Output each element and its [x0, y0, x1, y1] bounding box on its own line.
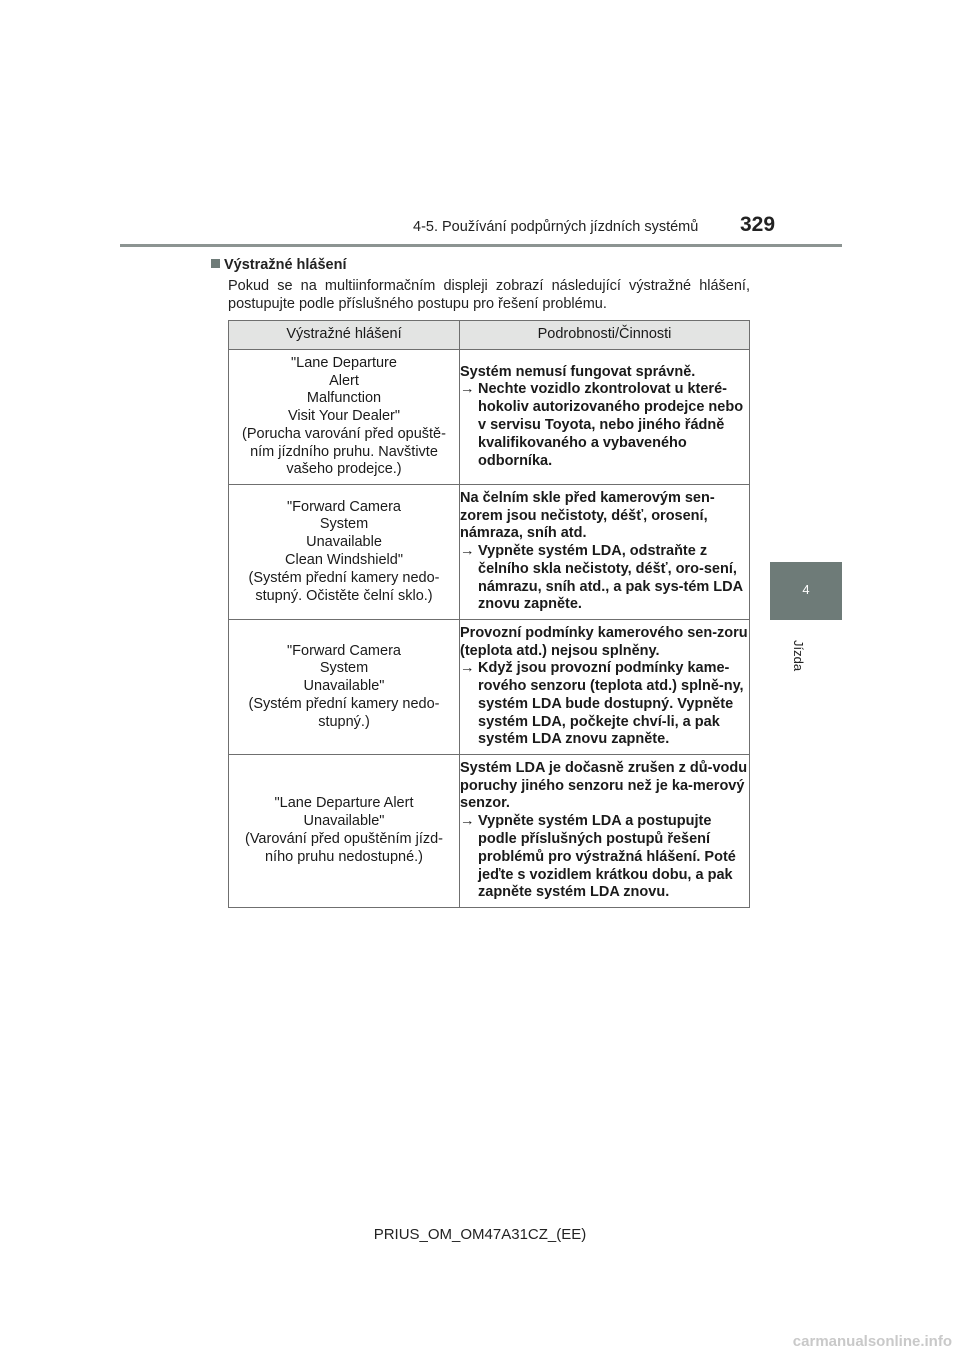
footer-document-code: PRIUS_OM_OM47A31CZ_(EE): [373, 1226, 587, 1243]
table-row: [229, 350, 750, 485]
warning-details: [460, 755, 750, 908]
action-text: Když jsou provozní podmínky kame-rového senzoru (teplota atd.) splně-ny, systém LDA bude dostupný. Vypněte systém LDA, počkejte chví-li, a pak systém LDA znovu zapněte.: [478, 660, 744, 748]
action-step: [460, 543, 749, 614]
chapter-number: 4: [802, 582, 810, 597]
section-heading: [211, 257, 347, 273]
watermark: carmanualsonline.info: [792, 1333, 952, 1350]
action-step: [460, 813, 749, 902]
arrow-right-icon: →: [460, 813, 475, 830]
warning-details: [460, 620, 750, 755]
table-row: [229, 485, 750, 620]
detail-text: Provozní podmínky kamerového sen-zoru (teplota atd.) nejsou splněny.: [460, 624, 748, 659]
column-header-message: Výstražné hlášení: [229, 321, 460, 350]
warning-details: [460, 485, 750, 620]
table-row: [229, 620, 750, 755]
chapter-label: Jízda: [791, 640, 806, 672]
action-step: [460, 660, 749, 749]
table-header-row: [229, 321, 750, 350]
warning-message: "Lane Departure Alert Unavailable" (Varování před opuštěním jízd- ního pruhu nedostupné.): [229, 755, 460, 908]
warning-message: "Forward Camera System Unavailable" (Systém přední kamery nedo- stupný.): [229, 620, 460, 755]
detail-text: Systém LDA je dočasně zrušen z dů-vodu poruchy jiného senzoru než je ka-merový senzor.: [460, 759, 748, 812]
detail-text: Na čelním skle před kamerovým sen-zorem jsou nečistoty, déšť, orosení, námraza, sníh atd.: [460, 489, 715, 542]
square-bullet-icon: [211, 259, 220, 268]
section-heading-text: Výstražné hlášení: [224, 257, 347, 273]
detail-text: Systém nemusí fungovat správně.: [460, 363, 696, 380]
action-step: [460, 381, 749, 470]
warning-message: "Forward Camera System Unavailable Clean Windshield" (Systém přední kamery nedo- stupný. Očistěte čelní sklo.): [229, 485, 460, 620]
chapter-tab: [770, 562, 842, 620]
arrow-right-icon: →: [460, 660, 475, 677]
page-number: 329: [740, 213, 776, 236]
warning-details: [460, 350, 750, 485]
arrow-right-icon: →: [460, 381, 475, 398]
arrow-right-icon: →: [460, 543, 475, 560]
action-text: Nechte vozidlo zkontrolovat u které-hokoliv autorizovaného prodejce nebo v servisu Toyota, nebo jiného řádně kvalifikovaného a vybaveného odborníka.: [478, 381, 744, 469]
column-header-details: Podrobnosti/Činnosti: [460, 321, 750, 350]
header-rule: [120, 244, 842, 247]
section-intro: Pokud se na multiinformačním displeji zobrazí následující výstražné hlášení, postupujte podle příslušného postupu pro řešení problému.: [228, 278, 750, 312]
warning-message: "Lane Departure Alert Malfunction Visit Your Dealer" (Porucha varování před opuště- ním jízdního pruhu. Navštivte vašeho prodejce.): [229, 350, 460, 485]
warning-messages-table: [228, 320, 750, 908]
action-text: Vypněte systém LDA a postupujte podle příslušných postupů řešení problémů pro výstražná hlášení. Poté jeďte s vozidlem krátkou dobu, a pak zapněte systém LDA znovu.: [478, 813, 736, 901]
table-row: [229, 755, 750, 908]
action-text: Vypněte systém LDA, odstraňte z čelního skla nečistoty, déšť, oro-sení, námrazu, sníh atd., a pak sys-tém LDA znovu zapněte.: [478, 543, 743, 613]
header-title: 4-5. Používání podpůrných jízdních systémů: [413, 219, 699, 235]
